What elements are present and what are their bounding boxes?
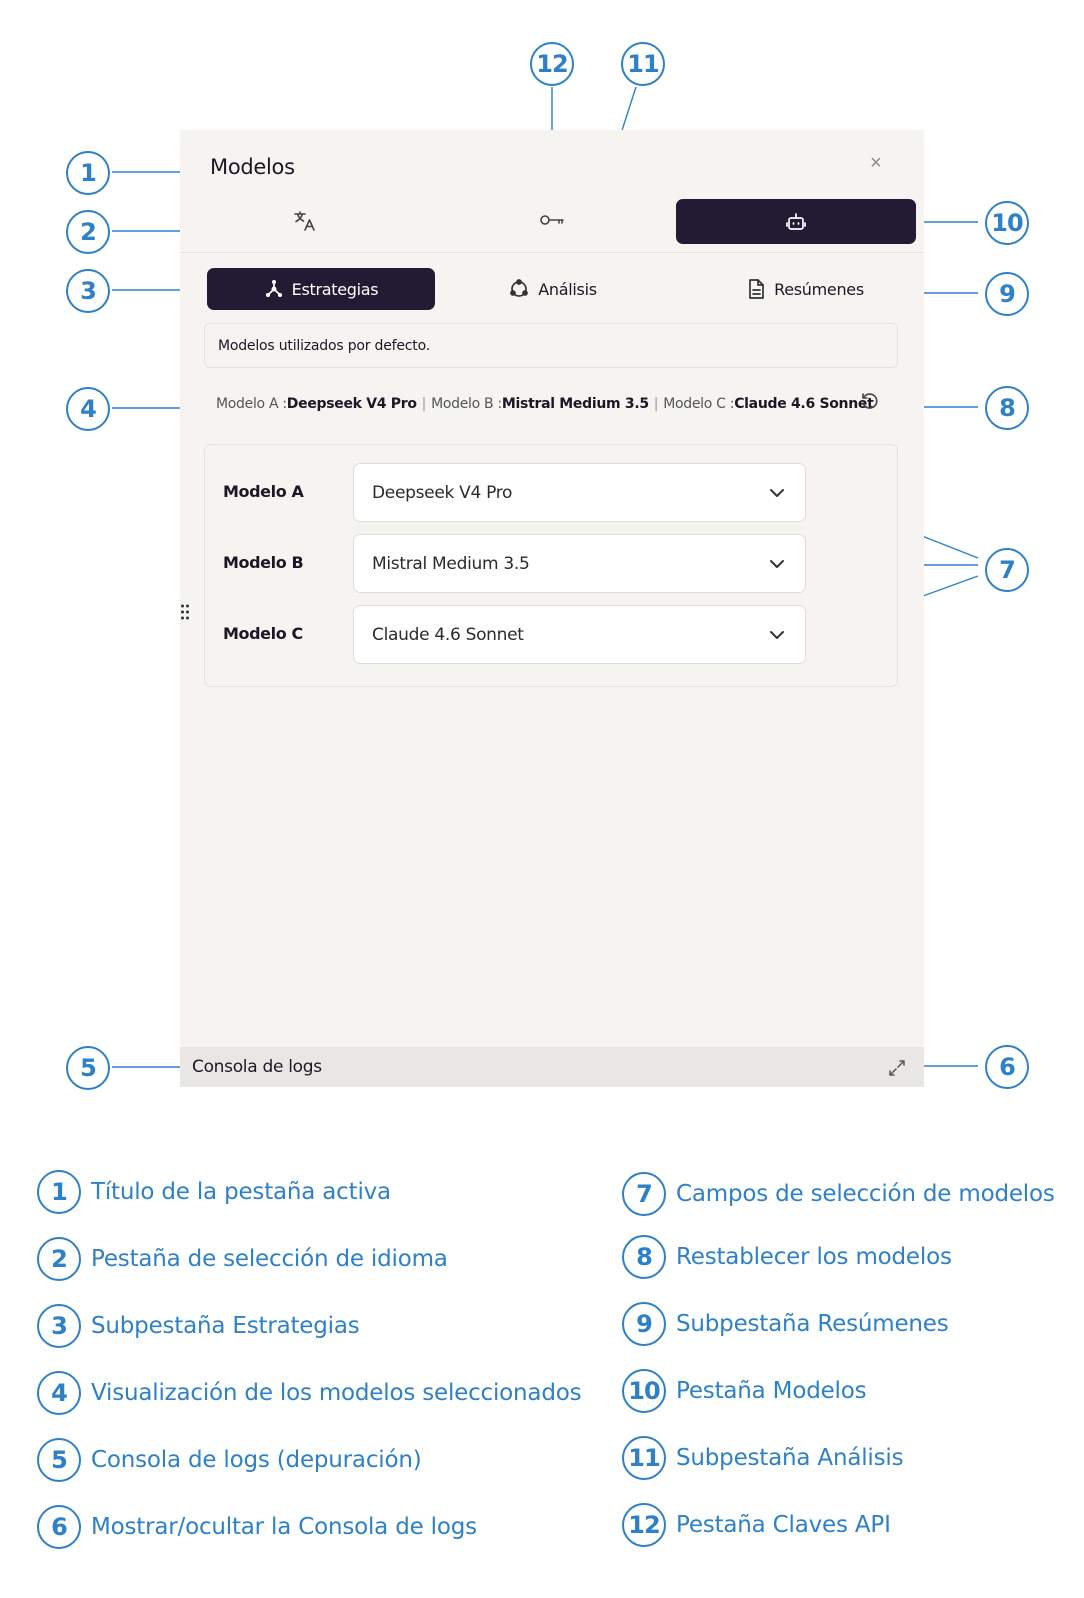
model-b-select[interactable] <box>353 534 806 593</box>
callout-4: 4 <box>66 387 110 431</box>
log-console-label: Consola de logs <box>192 1057 322 1077</box>
summary-b-value: Mistral Medium 3.5 <box>501 396 649 412</box>
subtab-summaries-label: Resúmenes <box>774 279 864 299</box>
model-c-select[interactable] <box>353 605 806 664</box>
legend-item <box>622 1369 866 1413</box>
summary-separator: | <box>653 396 659 412</box>
legend-text: Consola de logs (depuración) <box>91 1447 422 1473</box>
legend-badge: 1 <box>37 1170 81 1214</box>
legend-item <box>622 1436 903 1480</box>
callout-2: 2 <box>66 210 110 254</box>
reset-models-button[interactable] <box>860 392 880 417</box>
expand-icon <box>888 1059 906 1077</box>
callout-11: 11 <box>621 42 665 86</box>
reset-icon <box>860 392 880 412</box>
tab-separator <box>180 252 924 253</box>
legend-badge: 10 <box>622 1369 666 1413</box>
legend-item <box>37 1371 581 1415</box>
callout-12: 12 <box>530 42 574 86</box>
selected-models-summary <box>216 396 873 412</box>
legend-text: Subpestaña Análisis <box>676 1445 904 1471</box>
callout-8: 8 <box>985 386 1029 430</box>
callout-6: 6 <box>985 1045 1029 1089</box>
subtab-strategies[interactable] <box>207 268 435 310</box>
robot-icon <box>785 211 807 233</box>
row-label-model-b: Modelo B <box>223 553 304 572</box>
drag-handle[interactable] <box>180 603 190 626</box>
drag-handle-icon <box>180 603 190 621</box>
close-icon[interactable]: × <box>870 152 882 174</box>
page-title: Modelos <box>210 155 295 179</box>
legend-item <box>622 1172 1055 1216</box>
legend-badge: 3 <box>37 1304 81 1348</box>
chevron-down-icon <box>769 488 785 498</box>
legend-badge: 5 <box>37 1438 81 1482</box>
model-c-value: Claude 4.6 Sonnet <box>372 624 524 645</box>
legend-text: Campos de selección de modelos <box>676 1181 1055 1207</box>
callout-1: 1 <box>66 151 110 195</box>
callout-3: 3 <box>66 269 110 313</box>
summary-b-label: Modelo B : <box>431 396 502 412</box>
document-icon <box>746 278 766 300</box>
api-keys-tab[interactable] <box>539 210 565 235</box>
legend-text: Subpestaña Resúmenes <box>676 1311 949 1337</box>
model-b-value: Mistral Medium 3.5 <box>372 553 530 574</box>
legend-item <box>37 1505 477 1549</box>
callout-10: 10 <box>985 201 1029 245</box>
legend-text: Título de la pestaña activa <box>91 1179 391 1205</box>
callout-5: 5 <box>66 1046 110 1090</box>
legend-badge: 8 <box>622 1235 666 1279</box>
legend-item <box>622 1235 952 1279</box>
callout-7: 7 <box>985 548 1029 592</box>
subtab-analysis[interactable] <box>465 268 640 310</box>
legend-badge: 2 <box>37 1237 81 1281</box>
callout-9: 9 <box>985 272 1029 316</box>
log-console-bar <box>180 1047 924 1087</box>
chevron-down-icon <box>769 559 785 569</box>
summary-separator: | <box>421 396 427 412</box>
legend-badge: 11 <box>622 1436 666 1480</box>
models-tab[interactable] <box>676 199 916 244</box>
subtab-analysis-label: Análisis <box>538 279 597 299</box>
legend-badge: 12 <box>622 1503 666 1547</box>
legend-text: Pestaña Claves API <box>676 1512 891 1538</box>
legend-badge: 9 <box>622 1302 666 1346</box>
legend-badge: 6 <box>37 1505 81 1549</box>
legend-item <box>622 1503 891 1547</box>
language-tab[interactable] <box>293 209 317 238</box>
legend-item <box>37 1304 360 1348</box>
legend-item <box>622 1302 949 1346</box>
legend-item <box>37 1237 448 1281</box>
strategy-icon <box>264 279 284 299</box>
toggle-console-button[interactable] <box>888 1059 906 1082</box>
chevron-down-icon <box>769 630 785 640</box>
summary-a-value: Deepseek V4 Pro <box>286 396 417 412</box>
legend-text: Visualización de los modelos seleccionados <box>91 1380 582 1406</box>
subtab-summaries[interactable] <box>705 268 905 310</box>
legend-text: Subpestaña Estrategias <box>91 1313 360 1339</box>
summary-a-label: Modelo A : <box>216 396 287 412</box>
legend-item <box>37 1438 421 1482</box>
legend-text: Pestaña Modelos <box>676 1378 867 1404</box>
legend-item <box>37 1170 391 1214</box>
model-selection-card <box>204 444 898 687</box>
legend-text: Mostrar/ocultar la Consola de logs <box>91 1514 477 1540</box>
model-a-select[interactable] <box>353 463 806 522</box>
info-message: Modelos utilizados por defecto. <box>204 323 898 368</box>
legend-text: Restablecer los modelos <box>676 1244 952 1270</box>
legend-badge: 7 <box>622 1172 666 1216</box>
summary-c-label: Modelo C : <box>663 396 735 412</box>
model-a-value: Deepseek V4 Pro <box>372 482 513 503</box>
row-label-model-c: Modelo C <box>223 624 303 643</box>
summary-c-value: Claude 4.6 Sonnet <box>734 396 874 412</box>
translate-icon <box>293 209 317 233</box>
analysis-icon <box>508 278 530 300</box>
row-label-model-a: Modelo A <box>223 482 304 501</box>
legend-badge: 4 <box>37 1371 81 1415</box>
key-icon <box>539 210 565 230</box>
subtab-strategies-label: Estrategias <box>291 279 379 299</box>
models-panel <box>180 130 924 1087</box>
legend-text: Pestaña de selección de idioma <box>91 1246 448 1272</box>
